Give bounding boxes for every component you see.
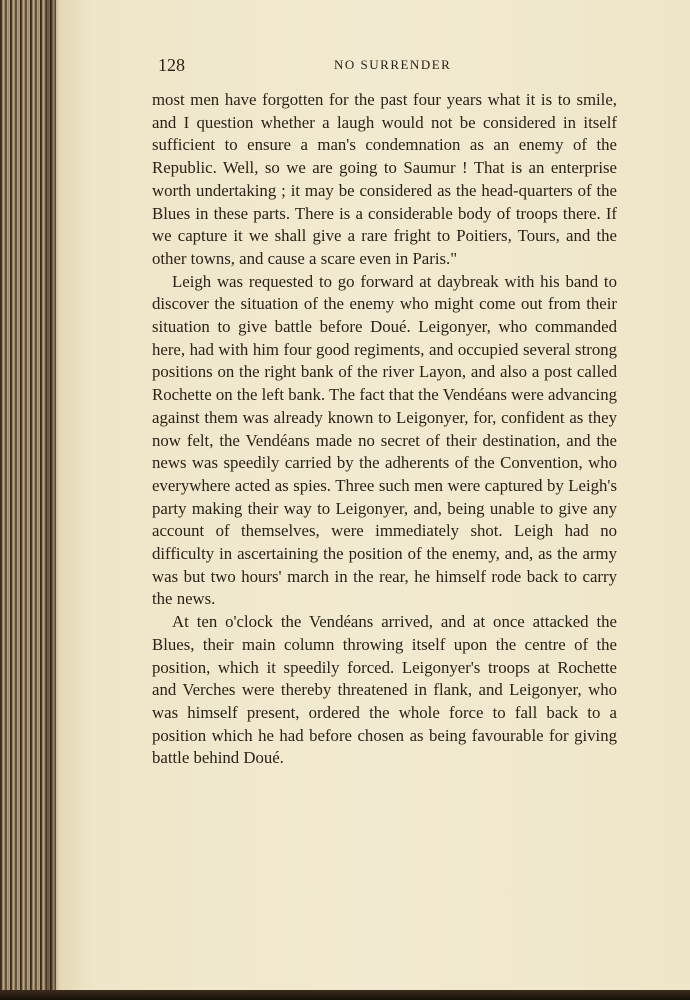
paragraph-attack: At ten o'clock the Vendéans arrived, and at once attacked the Blues, their main column throwing itself upon the centre of the position, which it speedily forced. Leigonyer's troops at Rochette and Verches were thereby threatened in flank, and Leigonyer, who was himself present, ordered the whole force to fall back to a position which he had before chosen as being favourable for giving battle behind Doué. [152, 612, 617, 768]
body-text [152, 89, 617, 770]
paragraph-continued: most men have forgotten for the past four years what it is to smile, and I question whether a laugh would not be considered in itself sufficient to ensure a man's condemnation as an enemy of the Republic. Well, so we are going to Saumur ! That is an enterprise worth undertaking ; it may be considered as the head-quarters of the Blues in these parts. There is a considerable body of troops there. If we capture it we shall give a rare fright to Poitiers, Tours, and the other towns, and cause a scare even in Paris." [152, 90, 617, 268]
paragraph-leigh-scouting: Leigh was requested to go forward at daybreak with his band to discover the situation of the enemy who might come out from their situation to give battle before Doué. Leigonyer, who commanded here, had with him four good regiments, and occupied several strong positions on the right bank of the river Layon, and also a post called Rochette on the left bank. The fact that the Vendéans were advancing against them was already known to Leigonyer, for, confident as they now felt, the Vendéans made no secret of their destination, and the news was speedily carried by the adherents of the Convention, who everywhere acted as spies. Three such men were captured by Leigh's party making their way to Leigonyer, and, being unable to give any account of themselves, were immediately shot. Leigh had no difficulty in ascertaining the position of the enemy, and, as the army was but two hours' march in the rear, he himself rode back to carry the news. [152, 271, 617, 609]
running-title: NO SURRENDER [334, 57, 452, 72]
page-header [158, 55, 618, 77]
page-bottom-edge [0, 990, 690, 1000]
page-number: 128 [158, 55, 185, 75]
gutter-shadow [46, 0, 60, 1000]
